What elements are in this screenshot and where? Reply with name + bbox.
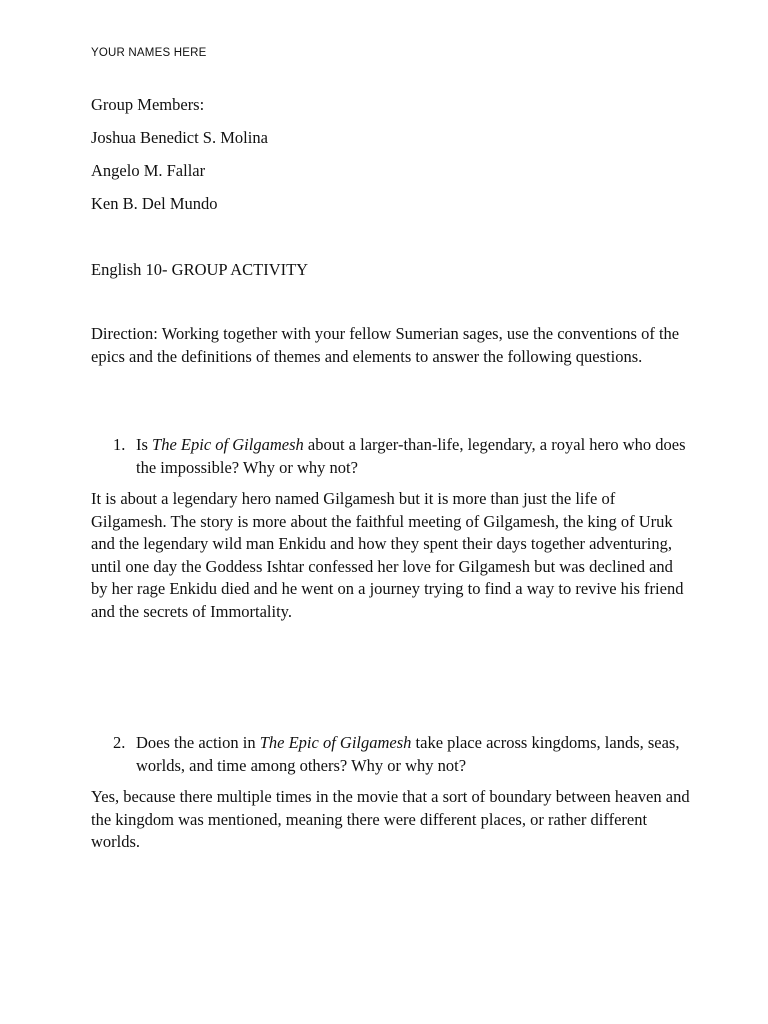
question-text — [136, 732, 693, 777]
question-number: 1. — [113, 435, 126, 454]
question-number: 2. — [113, 733, 126, 752]
question-text — [136, 434, 693, 479]
answer-1: It is about a legendary hero named Gilgamesh but it is more than just the life of Gilgamesh. The story is more about the faithful meeting of Gilgamesh, the king of Uruk and the legendary wild man Enkidu and how they spent their days together adventuring, until one day the Goddess Ishtar confessed her love for Gilgamesh but was declined and by her rage Enkidu died and he went on a journey trying to find a way to revive his friend and the secrets of Immortality. — [91, 489, 684, 621]
direction-paragraph: Direction: Working together with your fellow Sumerian sages, use the conventions of the epics and the definitions of themes and elements to answer the following questions. — [91, 324, 680, 366]
answer-2: Yes, because there multiple times in the movie that a sort of boundary between heaven and the kingdom was mentioned, meaning there were different places, or rather different worlds. — [91, 787, 690, 851]
group-members-label: Group Members: — [91, 95, 205, 114]
question-prefix: Is — [136, 435, 153, 454]
question-suffix: take place across kingdoms, lands, seas, worlds, and time among others? Why or why not? — [136, 733, 680, 775]
member-name: Joshua Benedict S. Molina — [91, 128, 268, 147]
work-title: The Epic of Gilgamesh — [152, 435, 304, 454]
work-title: The Epic of Gilgamesh — [259, 733, 412, 752]
question-suffix: about a larger-than-life, legendary, a royal hero who does the impossible? Why or why not? — [136, 435, 686, 477]
question-2 — [113, 732, 693, 777]
question-prefix: Does the action in — [136, 733, 260, 752]
names-header: YOUR NAMES HERE — [91, 47, 207, 59]
member-name: Angelo M. Fallar — [91, 161, 206, 180]
member-name: Ken B. Del Mundo — [91, 194, 218, 213]
activity-title: English 10- GROUP ACTIVITY — [91, 260, 309, 279]
question-1 — [113, 434, 693, 479]
